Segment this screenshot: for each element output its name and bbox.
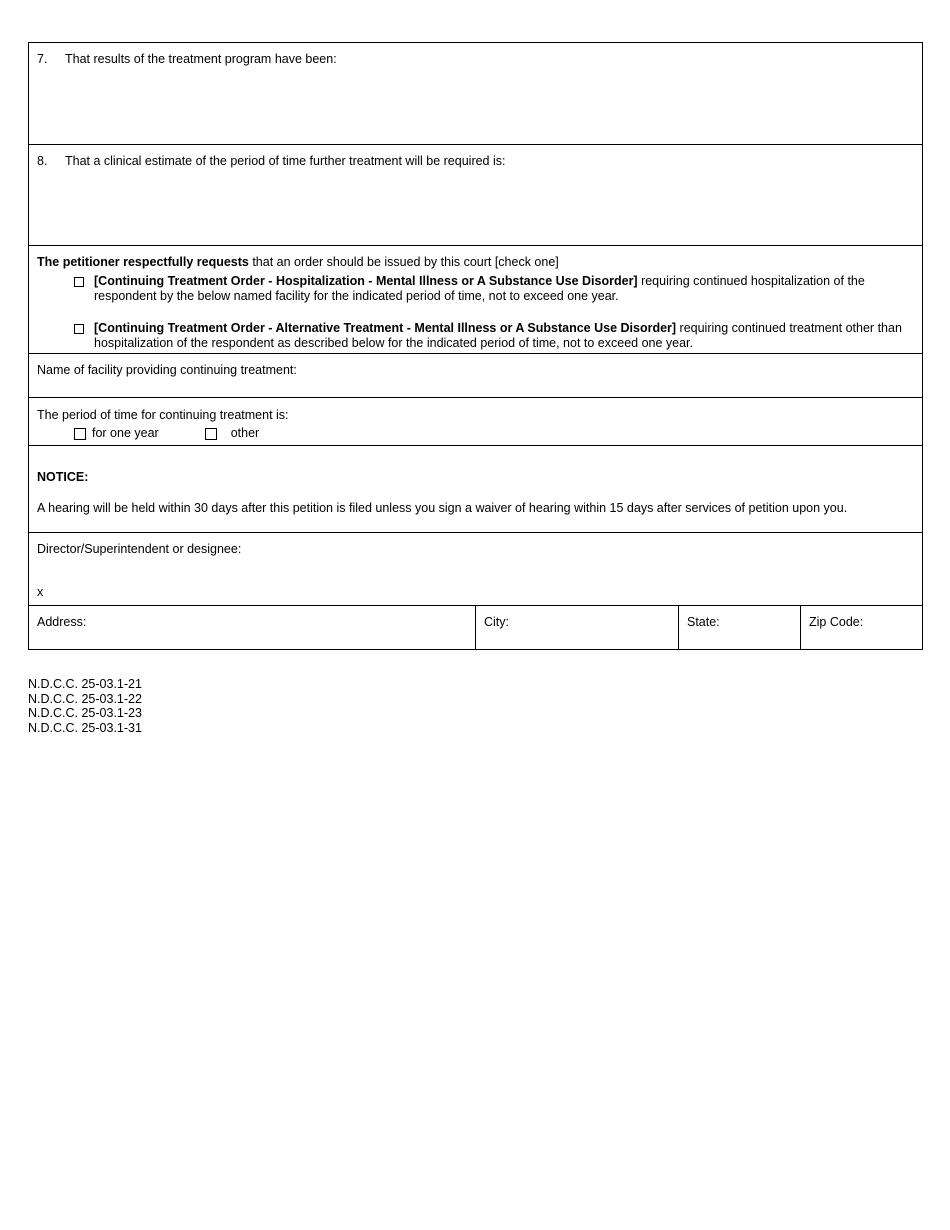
choice-other	[205, 426, 260, 441]
item-8-text: That a clinical estimate of the period of time further treatment will be required is:	[65, 154, 506, 168]
one-year-label: for one year	[92, 426, 159, 440]
option-hospitalization-title: [Continuing Treatment Order - Hospitalization - Mental Illness or A Substance Use Disorder]	[94, 274, 638, 288]
address-label: Address:	[37, 615, 87, 629]
other-label: other	[230, 426, 260, 440]
petition-form	[28, 42, 923, 650]
one-year-checkbox[interactable]	[74, 428, 86, 440]
reference-line: N.D.C.C. 25-03.1-23	[28, 706, 142, 720]
option-hospitalization-desc: requiring continued hospitalization of the respondent by the below named facility for the indicated period of time, not to exceed one year.	[94, 274, 865, 303]
signature-label: Director/Superintendent or designee:	[37, 542, 242, 556]
item-8-number: 8.	[37, 154, 48, 168]
notice-section	[29, 446, 922, 533]
request-lead	[37, 255, 914, 270]
item-7-text: That results of the treatment program have been:	[65, 52, 337, 66]
address-field[interactable]	[29, 606, 476, 649]
other-checkbox[interactable]	[205, 428, 217, 440]
request-lead-bold: The petitioner respectfully requests	[37, 255, 249, 269]
zip-label: Zip Code:	[809, 615, 864, 629]
signature-mark: x	[37, 585, 44, 599]
option-hospitalization-text	[94, 274, 914, 304]
request-lead-rest: that an order should be issued by this court [check one]	[248, 255, 559, 269]
facility-label: Name of facility providing continuing treatment:	[37, 363, 297, 377]
reference-line: N.D.C.C. 25-03.1-22	[28, 691, 142, 706]
facility-field[interactable]	[29, 354, 922, 398]
option-alternative-title: [Continuing Treatment Order - Alternative Treatment - Mental Illness or A Substance Use Disorder]	[94, 321, 677, 335]
item-8-section[interactable]	[29, 145, 922, 246]
city-field[interactable]	[476, 606, 679, 649]
option-alternative-text	[94, 321, 914, 351]
state-label: State:	[687, 615, 720, 629]
state-field[interactable]	[679, 606, 801, 649]
option-alternative	[74, 321, 914, 351]
item-7-number: 7.	[37, 52, 48, 66]
reference-line: N.D.C.C. 25-03.1-21	[28, 677, 142, 691]
alternative-checkbox[interactable]	[74, 324, 84, 334]
period-choices	[74, 426, 914, 441]
notice-body: A hearing will be held within 30 days after this petition is filed unless you sign a waiver of hearing within 15 days after services of petition upon you.	[37, 501, 848, 515]
signature-field[interactable]	[29, 533, 922, 606]
option-hospitalization	[74, 274, 914, 304]
reference-line: N.D.C.C. 25-03.1-31	[28, 720, 142, 735]
notice-title: NOTICE:	[37, 470, 89, 484]
hospitalization-checkbox[interactable]	[74, 277, 84, 287]
statute-references	[28, 677, 142, 735]
city-label: City:	[484, 615, 509, 629]
zip-field[interactable]	[801, 606, 922, 649]
item-7-section[interactable]	[29, 43, 922, 145]
option-alternative-desc: requiring continued treatment other than hospitalization of the respondent as described below for the indicated period of time, not to exceed one year.	[94, 321, 902, 350]
request-section	[29, 246, 922, 354]
address-row	[29, 606, 922, 649]
period-label: The period of time for continuing treatment is:	[37, 408, 289, 422]
choice-one-year	[74, 426, 159, 441]
period-section	[29, 398, 922, 446]
